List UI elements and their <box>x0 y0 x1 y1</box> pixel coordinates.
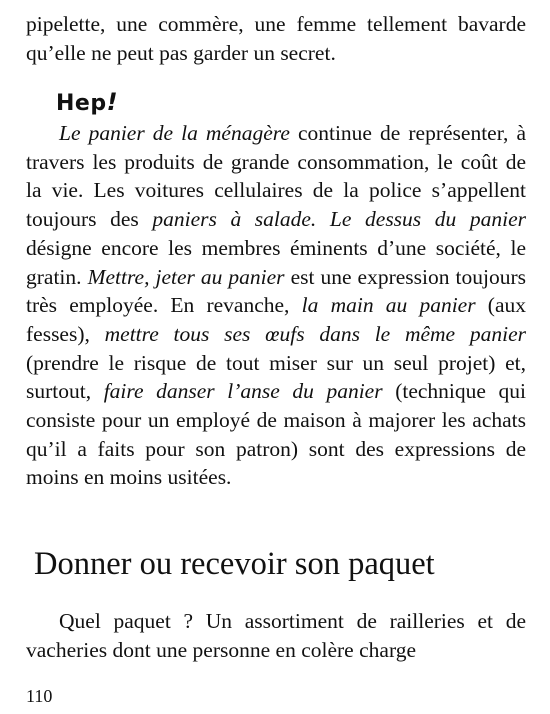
text-run: est une expression toujours très employée. En revanche, <box>26 264 527 318</box>
text-run: (technique qui consiste pour un employé de maison à majorer les achats qu’il a faits pour son patron) sont des expressions de moins en moins usitées. <box>26 379 526 490</box>
hep-exclamation: ! <box>106 88 119 116</box>
paragraph-intro: pipelette, une commère, une femme tellement bavarde qu’elle ne peut pas garder un secret. <box>26 12 526 65</box>
italic-expression: mettre tous ses œufs dans le même panier <box>104 321 526 346</box>
italic-expression: paniers à salade. <box>152 207 317 232</box>
paragraph-paquet: Quel paquet ? Un assortiment de railleries et de vacheries dont une personne en colère charge <box>26 609 526 662</box>
text-run: continue de représenter, à travers les produits de grande consommation, le coût de la vie. Les voitures cellulaires de la police s’appellent toujours des <box>26 121 526 232</box>
page-number: 110 <box>26 686 53 706</box>
italic-expression: Le panier de la ménagère <box>59 121 290 145</box>
italic-expression: faire danser l’anse du panier <box>103 379 383 404</box>
hep-word: Hep <box>56 91 107 116</box>
text-run <box>316 207 330 231</box>
italic-expression: Mettre, jeter au panier <box>87 264 285 289</box>
section-heading: Donner ou recevoir son paquet <box>34 546 435 582</box>
text-run: (aux fesses), <box>26 293 527 346</box>
text-run: (prendre le risque de tout miser sur un seul projet) et, surtout, <box>26 350 526 404</box>
italic-expression: Le dessus du panier <box>329 207 527 232</box>
text-run: désigne encore les membres éminents d’une société, le gratin. <box>26 235 526 289</box>
italic-expression: la main au panier <box>301 293 476 318</box>
hep-callout <box>56 88 118 118</box>
paragraph-panier <box>26 119 526 492</box>
